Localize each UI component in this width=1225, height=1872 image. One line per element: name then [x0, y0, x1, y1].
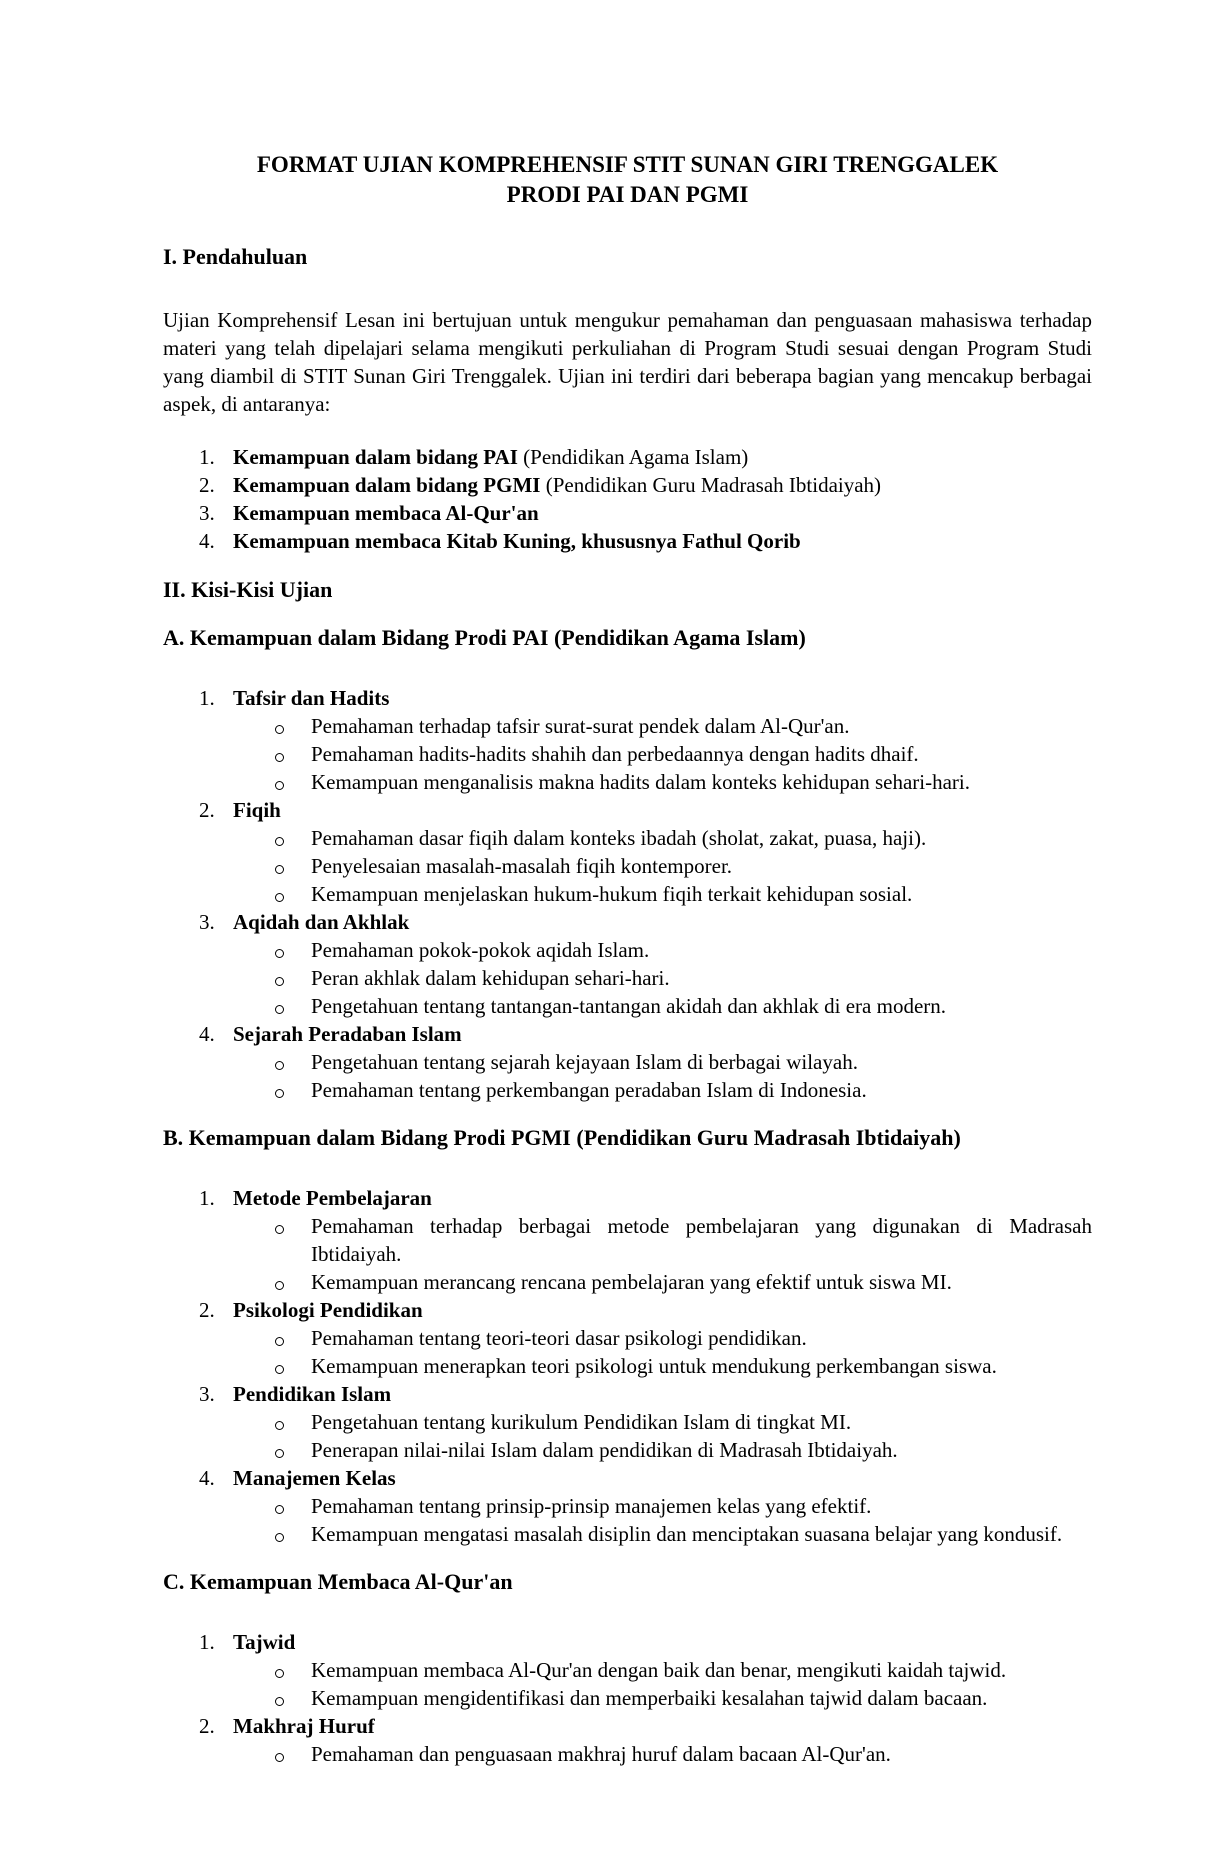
topic-point	[163, 1492, 1092, 1520]
kisi-section	[163, 624, 1092, 1104]
topic-point	[163, 1520, 1092, 1548]
list-item-number: 2.	[199, 1298, 215, 1322]
circle-bullet-icon	[275, 725, 284, 734]
topic-point	[163, 740, 1092, 768]
topic-point	[163, 1352, 1092, 1380]
kisi-section	[163, 1568, 1092, 1768]
circle-bullet-icon	[275, 1281, 284, 1290]
document-title-line-1: FORMAT UJIAN KOMPREHENSIF STIT SUNAN GIRI TRENGGALEK	[256, 152, 999, 177]
circle-bullet-icon	[275, 1061, 284, 1070]
list-item-number: 1.	[199, 1186, 215, 1210]
topic-item	[163, 1628, 1092, 1656]
list-item-number: 1.	[199, 1630, 215, 1654]
list-item-number: 1.	[199, 445, 215, 469]
topic-point	[163, 964, 1092, 992]
section-topic-list	[163, 1184, 1092, 1548]
circle-bullet-icon	[275, 1505, 284, 1514]
topic-item	[163, 1712, 1092, 1740]
topic-point-text: Pemahaman pokok-pokok aqidah Islam.	[311, 938, 650, 962]
list-item-number: 3.	[199, 501, 215, 525]
list-item-number: 3.	[199, 1382, 215, 1406]
heading-pendahuluan: I. Pendahuluan	[163, 244, 308, 269]
list-item-number: 4.	[199, 1466, 215, 1490]
section-heading: C. Kemampuan Membaca Al-Qur'an	[163, 1569, 513, 1594]
topic-title: Psikologi Pendidikan	[233, 1298, 423, 1322]
topic-point	[163, 1408, 1092, 1436]
circle-bullet-icon	[275, 1225, 284, 1234]
circle-bullet-icon	[275, 1753, 284, 1762]
topic-item	[163, 1380, 1092, 1408]
topic-title: Sejarah Peradaban Islam	[233, 1022, 462, 1046]
topic-point-text: Kemampuan mengidentifikasi dan memperbaiki kesalahan tajwid dalam bacaan.	[311, 1686, 988, 1710]
section-topic-list	[163, 1628, 1092, 1768]
section-heading: A. Kemampuan dalam Bidang Prodi PAI (Pendidikan Agama Islam)	[163, 625, 806, 650]
section-topic-list	[163, 684, 1092, 1104]
topic-point-text: Pemahaman hadits-hadits shahih dan perbedaannya dengan hadits dhaif.	[311, 742, 919, 766]
circle-bullet-icon	[275, 949, 284, 958]
topic-title: Makhraj Huruf	[233, 1714, 375, 1738]
topic-point-text: Pengetahuan tentang sejarah kejayaan Islam di berbagai wilayah.	[311, 1050, 858, 1074]
topic-point-text: Pemahaman tentang perkembangan peradaban Islam di Indonesia.	[311, 1078, 867, 1102]
circle-bullet-icon	[275, 781, 284, 790]
list-item-number: 4.	[199, 529, 215, 553]
intro-item-normal-text: (Pendidikan Guru Madrasah Ibtidaiyah)	[540, 473, 882, 497]
topic-point-text: Pemahaman terhadap tafsir surat-surat pendek dalam Al-Qur'an.	[311, 714, 850, 738]
topic-item	[163, 1184, 1092, 1212]
intro-paragraph: Ujian Komprehensif Lesan ini bertujuan untuk mengukur pemahaman dan penguasaan mahasiswa terhadap materi yang telah dipelajari selama mengikuti perkuliahan di Program Studi sesuai dengan Program Studi yang diambil di STIT Sunan Giri Trenggalek. Ujian ini terdiri dari beberapa bagian yang mencakup berbagai aspek, di antaranya:	[163, 308, 1092, 416]
topic-title: Manajemen Kelas	[233, 1466, 396, 1490]
topic-point	[163, 1268, 1092, 1296]
document-title	[163, 150, 1092, 210]
circle-bullet-icon	[275, 1697, 284, 1706]
topic-point	[163, 1212, 1092, 1268]
intro-item-bold-text: Kemampuan membaca Kitab Kuning, khususnya Fathul Qorib	[233, 529, 801, 553]
topic-point	[163, 824, 1092, 852]
topic-title: Pendidikan Islam	[233, 1382, 392, 1406]
topic-point-text: Pemahaman terhadap berbagai metode pembelajaran yang digunakan di Madrasah Ibtidaiyah.	[311, 1214, 1092, 1266]
topic-title: Metode Pembelajaran	[233, 1186, 432, 1210]
document-title-line-2: PRODI PAI DAN PGMI	[506, 182, 749, 207]
topic-point-text: Pemahaman dan penguasaan makhraj huruf dalam bacaan Al-Qur'an.	[311, 1742, 891, 1766]
topic-title: Aqidah dan Akhlak	[233, 910, 410, 934]
topic-point-text: Pemahaman dasar fiqih dalam konteks ibadah (sholat, zakat, puasa, haji).	[311, 826, 927, 850]
heading-kisi-kisi-ujian: II. Kisi-Kisi Ujian	[163, 577, 333, 602]
circle-bullet-icon	[275, 893, 284, 902]
intro-list-item	[163, 499, 1092, 527]
intro-list-item	[163, 443, 1092, 471]
circle-bullet-icon	[275, 1089, 284, 1098]
topic-point-text: Kemampuan membaca Al-Qur'an dengan baik dan benar, mengikuti kaidah tajwid.	[311, 1658, 1007, 1682]
topic-title: Tajwid	[233, 1630, 296, 1654]
intro-item-bold-text: Kemampuan dalam bidang PGMI	[233, 473, 541, 497]
section-heading: B. Kemampuan dalam Bidang Prodi PGMI (Pendidikan Guru Madrasah Ibtidaiyah)	[163, 1125, 961, 1150]
topic-item	[163, 908, 1092, 936]
topic-point-text: Peran akhlak dalam kehidupan sehari-hari.	[311, 966, 670, 990]
topic-point-text: Pemahaman tentang teori-teori dasar psikologi pendidikan.	[311, 1326, 807, 1350]
list-item-number: 3.	[199, 910, 215, 934]
topic-point	[163, 1684, 1092, 1712]
list-item-number: 2.	[199, 1714, 215, 1738]
topic-point	[163, 936, 1092, 964]
topic-point	[163, 1436, 1092, 1464]
circle-bullet-icon	[275, 977, 284, 986]
circle-bullet-icon	[275, 1421, 284, 1430]
intro-item-bold-text: Kemampuan dalam bidang PAI	[233, 445, 518, 469]
topic-point-text: Penerapan nilai-nilai Islam dalam pendidikan di Madrasah Ibtidaiyah.	[311, 1438, 898, 1462]
circle-bullet-icon	[275, 1449, 284, 1458]
circle-bullet-icon	[275, 1533, 284, 1542]
list-item-number: 2.	[199, 473, 215, 497]
topic-point	[163, 1076, 1092, 1104]
intro-item-normal-text: (Pendidikan Agama Islam)	[517, 445, 749, 469]
list-item-number: 4.	[199, 1022, 215, 1046]
circle-bullet-icon	[275, 1669, 284, 1678]
topic-point	[163, 992, 1092, 1020]
topic-point-text: Kemampuan merancang rencana pembelajaran yang efektif untuk siswa MI.	[311, 1270, 952, 1294]
intro-list-item	[163, 471, 1092, 499]
kisi-sections	[163, 624, 1092, 1768]
list-item-number: 1.	[199, 686, 215, 710]
topic-point-text: Kemampuan mengatasi masalah disiplin dan menciptakan suasana belajar yang kondusif.	[311, 1522, 1063, 1546]
list-item-number: 2.	[199, 798, 215, 822]
intro-list-item	[163, 527, 1092, 555]
topic-point-text: Pemahaman tentang prinsip-prinsip manajemen kelas yang efektif.	[311, 1494, 872, 1518]
topic-point	[163, 880, 1092, 908]
topic-point	[163, 1048, 1092, 1076]
topic-point	[163, 1740, 1092, 1768]
circle-bullet-icon	[275, 753, 284, 762]
topic-point-text: Kemampuan menganalisis makna hadits dalam konteks kehidupan sehari-hari.	[311, 770, 970, 794]
circle-bullet-icon	[275, 1365, 284, 1374]
topic-item	[163, 1020, 1092, 1048]
topic-point	[163, 1324, 1092, 1352]
intro-item-bold-text: Kemampuan membaca Al-Qur'an	[233, 501, 539, 525]
circle-bullet-icon	[275, 865, 284, 874]
topic-point-text: Kemampuan menerapkan teori psikologi untuk mendukung perkembangan siswa.	[311, 1354, 997, 1378]
topic-point-text: Pengetahuan tentang tantangan-tantangan akidah dan akhlak di era modern.	[311, 994, 947, 1018]
kisi-section	[163, 1124, 1092, 1548]
topic-point-text: Penyelesaian masalah-masalah fiqih kontemporer.	[311, 854, 733, 878]
topic-item	[163, 796, 1092, 824]
circle-bullet-icon	[275, 837, 284, 846]
topic-point-text: Kemampuan menjelaskan hukum-hukum fiqih terkait kehidupan sosial.	[311, 882, 913, 906]
intro-numbered-list	[163, 443, 1092, 555]
topic-point	[163, 768, 1092, 796]
topic-item	[163, 684, 1092, 712]
topic-title: Tafsir dan Hadits	[233, 686, 390, 710]
topic-point	[163, 852, 1092, 880]
topic-point	[163, 1656, 1092, 1684]
topic-point	[163, 712, 1092, 740]
circle-bullet-icon	[275, 1005, 284, 1014]
topic-title: Fiqih	[233, 798, 281, 822]
topic-item	[163, 1464, 1092, 1492]
topic-item	[163, 1296, 1092, 1324]
topic-point-text: Pengetahuan tentang kurikulum Pendidikan Islam di tingkat MI.	[311, 1410, 852, 1434]
circle-bullet-icon	[275, 1337, 284, 1346]
